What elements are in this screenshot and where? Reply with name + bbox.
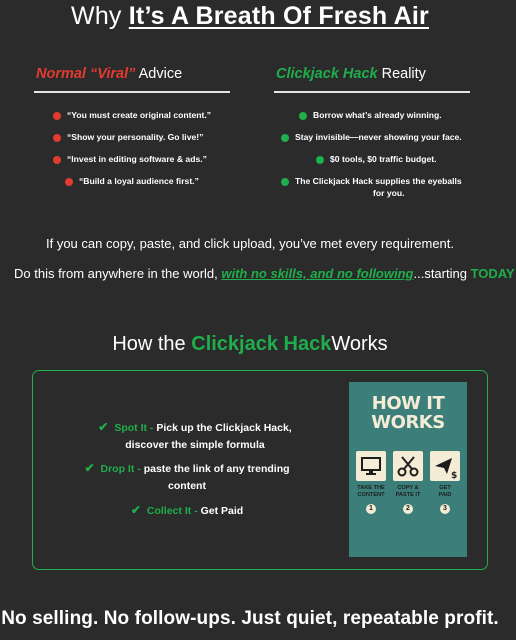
page-title: [0, 2, 500, 31]
normal-advice-heading: [36, 66, 236, 82]
list-item-text: The Clickjack Hack supplies the eyeballs: [295, 176, 462, 186]
check-icon: ✔: [98, 420, 109, 434]
step-label: Collect It -: [146, 505, 201, 517]
send-money-icon: [430, 451, 460, 481]
list-item-text-continued: for you.: [373, 188, 405, 198]
step-text: Pick up the Clickjack Hack,: [156, 422, 292, 434]
check-icon: ✔: [130, 503, 141, 517]
step-collect-it: [52, 502, 322, 520]
today-text: TODAY: [470, 266, 515, 281]
green-bullet-icon: [281, 178, 289, 186]
heading-advice: Advice: [135, 66, 183, 82]
how-title-brand: Clickjack Hack: [191, 333, 332, 355]
poster-item-label: [427, 485, 463, 498]
red-bullet-icon: [53, 112, 61, 120]
step-text: paste the link of any trending: [143, 463, 290, 475]
list-item-text: Stay invisible—never showing your face.: [295, 132, 462, 142]
step-drop-it: [52, 460, 322, 495]
heading-reality: Reality: [377, 66, 426, 82]
poster-title-line1: HOW IT: [371, 393, 445, 414]
list-item-text: $0 tools, $0 traffic budget.: [330, 154, 437, 164]
poster-item-label-line1: GET: [439, 485, 451, 491]
no-skills-link[interactable]: with no skills, and no following: [221, 266, 414, 281]
red-bullet-icon: [65, 178, 73, 186]
poster-item-number: 3: [440, 504, 450, 514]
green-bullet-icon: [316, 156, 324, 164]
title-emphasis: It’s A Breath Of Fresh Air: [128, 2, 429, 30]
title-prefix: Why: [71, 2, 129, 30]
check-icon: ✔: [84, 461, 95, 475]
heading-viral: “Viral”: [90, 66, 136, 82]
anywhere-text-start: Do this from anywhere in the world,: [14, 266, 222, 281]
red-bullet-icon: [53, 134, 61, 142]
poster-item-label-line2: CONTENT: [357, 491, 385, 498]
poster-item-label-line1: COPY &: [397, 485, 419, 491]
poster-title-line2: WORKS: [371, 412, 445, 433]
poster-item-number: 2: [403, 504, 413, 514]
step-text-continued: content: [168, 480, 206, 492]
how-title-prefix: How the: [112, 333, 192, 355]
poster-item-number: 1: [366, 504, 376, 514]
green-bullet-icon: [299, 112, 307, 120]
requirement-text: If you can copy, paste, and click upload, you’ve met every requirement.: [45, 236, 455, 251]
step-label: Spot It -: [114, 422, 157, 434]
green-bullet-icon: [281, 134, 289, 142]
monitor-icon: [356, 451, 386, 481]
poster-item-label-line1: TAKE THE: [357, 485, 385, 491]
clickjack-reality-heading: [276, 66, 486, 82]
poster-title: [349, 394, 467, 432]
starting-text: ...starting: [413, 266, 471, 281]
footer-tagline: No selling. No follow-ups. Just quiet, repeatable profit.: [1, 608, 499, 629]
list-item-text: “You must create original content.”: [67, 110, 212, 120]
anywhere-text: [14, 266, 515, 281]
step-spot-it: [60, 419, 330, 454]
poster-item-label-line2: PASTE IT: [395, 491, 421, 498]
step-label: Drop It -: [100, 463, 144, 475]
step-text-continued: discover the simple formula: [125, 439, 265, 451]
poster-item-label: [390, 485, 426, 498]
poster-item-label-line2: PAID: [438, 491, 452, 498]
list-item-text: “Invest in editing software & ads.”: [67, 154, 207, 164]
how-it-works-poster: [349, 382, 467, 557]
how-title-suffix: Works: [331, 333, 388, 355]
how-it-works-heading: [0, 333, 500, 356]
scissors-icon: [393, 451, 423, 481]
list-item-text: “Build a loyal audience first.”: [79, 176, 199, 186]
step-text: Get Paid: [200, 505, 244, 517]
heading-normal: Normal: [36, 66, 90, 82]
heading-brand: Clickjack Hack: [276, 66, 378, 82]
red-bullet-icon: [53, 156, 61, 164]
right-heading-divider: [274, 91, 470, 93]
left-heading-divider: [34, 91, 230, 93]
list-item-text: Borrow what’s already winning.: [313, 110, 442, 120]
svg-text:$: $: [451, 471, 458, 481]
list-item-text: “Show your personality. Go live!”: [67, 132, 204, 142]
poster-item-label: [353, 485, 389, 498]
